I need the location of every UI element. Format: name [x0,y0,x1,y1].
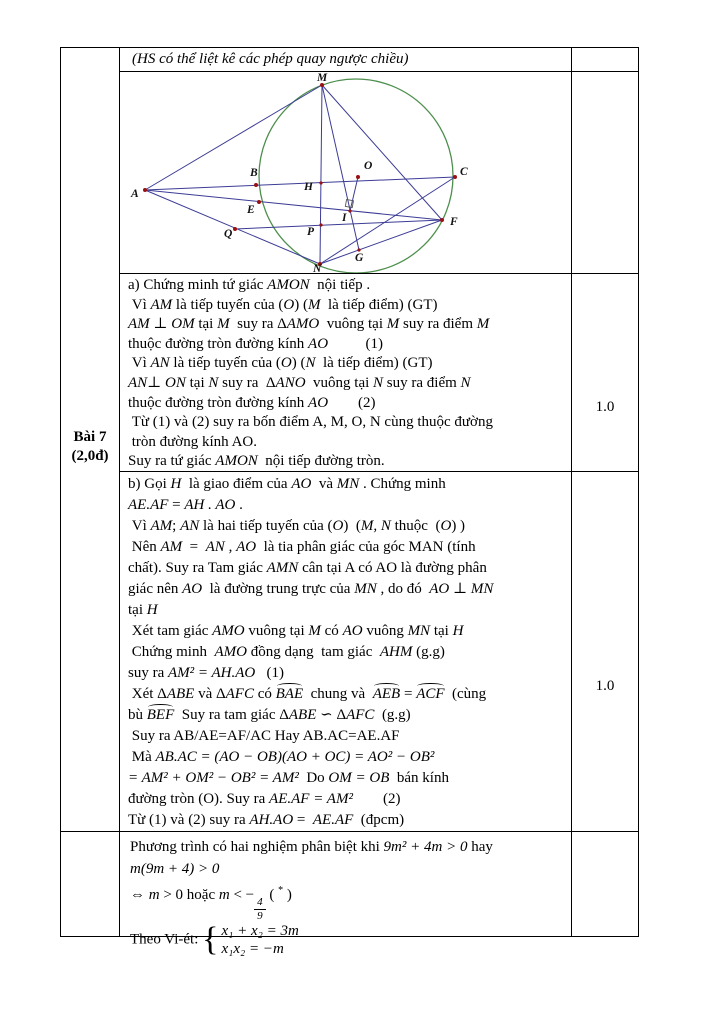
point-B [254,183,258,187]
figure-lines [145,85,455,264]
point-C [453,175,457,179]
label-G: G [355,252,364,264]
note-cell [119,48,571,71]
point-Q [233,227,237,231]
note-score-cell [571,48,638,71]
point-H [319,181,322,184]
part-a-score-cell [571,273,638,471]
label-F: F [450,216,458,228]
label-B: B [250,167,258,179]
note-text: (HS có thể liệt kê các phép quay ngược chiều) [132,51,409,67]
geometry-figure [120,72,572,274]
segment-AN [145,190,320,264]
segment-AF [145,190,442,220]
segment-OI [350,177,358,211]
label-P: P [307,226,315,238]
circle-O [259,79,453,273]
segment-AC [145,177,455,190]
score-b: 1.0 [595,678,615,694]
answer-table [60,47,639,959]
final-score-cell [571,831,638,936]
label-O: O [364,160,373,172]
problem-label-cell [61,48,119,831]
segment-MF [322,85,442,220]
segment-AM [145,85,322,190]
figure-cell [119,71,571,273]
point-I [348,209,351,212]
label-C: C [460,166,468,178]
score-a: 1.0 [595,399,615,415]
part-b-score-cell [571,471,638,831]
point-O [356,175,360,179]
problem-points: (2,0đ) [71,447,109,464]
segment-NF [320,220,442,264]
label-I: I [342,212,347,224]
point-A [143,188,147,192]
point-F [440,218,444,222]
point-P [319,223,322,226]
label-N: N [313,263,322,275]
label-H: H [304,181,313,193]
problem-number: Bài 7 [73,428,107,445]
segment-MN [320,85,322,264]
figure-points [143,83,457,266]
label-M: M [317,72,328,84]
figure-labels [130,72,468,275]
label-E: E [247,204,255,216]
part-b-cell: b) Gọi H là giao điểm của AO và MN . Chứng minh AE.AF = AH . AO . Vì AM; AN là hai tiếp tuyến của (O) (M, N thuộc (O) ) Nên AM = AN , AO là tia phân giác của góc MAN (tính chất). Suy ra Tam giác AMN cân tại A có AO là đường phân giác nên AO là đường trung trực của MN , do đó AO ⊥ MN tại H Xét tam giác AMO vuông tại M có AO vuông MN tại H Chứng minh AMO đồng dạng tam giác AHM (g.g) suy ra AM² = AH.AO (1) Xét ΔABE và ΔAFC có BAE chung và AEB = ACF (cùng bù BEF Suy ra tam giác ΔABE ∽ ΔAFC (g.g) Suy ra AB/AE=AF/AC Hay AB.AC=AE.AF Mà AB.AC = (AO − OB)(AO + OC) = AO² − OB² = AM² + OM² − OB² = AM² Do OM = OB bán kính đường tròn (O). Suy ra AE.AF = AM² (2) Từ (1) và (2) suy ra AH.AO = AE.AF (đpcm) [119,471,571,831]
label-Q: Q [224,228,233,240]
final-section-cell: Phương trình có hai nghiệm phân biệt khi 9m² + 4m > 0 hay m(9m + 4) > 0 ⇔ m > 0 hoặc m < − $\frac{4}{9}$ ( * ) Theo Vi-ét: { x₁ + x₂ = 3m x₁x₂ = −m [119,831,571,936]
segment-QF [235,220,442,229]
label-A: A [131,188,139,200]
point-E [257,200,261,204]
part-a-cell: a) Chứng minh tứ giác AMON nội tiếp . Vì AM là tiếp tuyến của (O) (M là tiếp điểm) (GT) AM ⊥ OM tại M suy ra ΔAMO vuông tại M suy ra điểm M thuộc đường tròn đường kính AO (1) Vì AN là tiếp tuyến của (O) (N là tiếp điểm) (GT) AN⊥ ON tại N suy ra ΔANO vuông tại N suy ra điểm N thuộc đường tròn đường kính AO (2) Từ (1) và (2) suy ra bốn điểm A, M, O, N cùng thuộc đường tròn đường kính AO. Suy ra tứ giác AMON nội tiếp đường tròn. [119,273,571,471]
figure-score-cell [571,71,638,273]
bottom-left-cell [61,831,119,936]
